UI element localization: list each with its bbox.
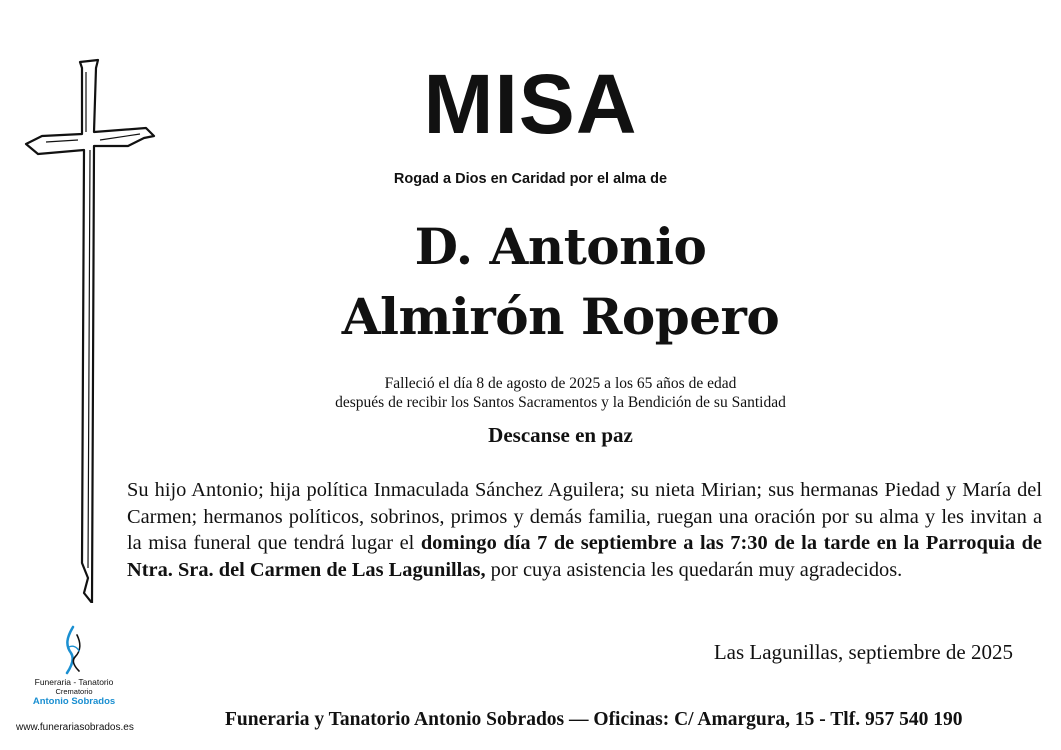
logo-line1: Funeraria - Tanatorio (34, 677, 114, 687)
death-info-line1: Falleció el día 8 de agosto de 2025 a los 65 años de edad (384, 375, 737, 392)
place-date: Las Lagunillas, septiembre de 2025 (713, 640, 1013, 664)
deceased-name-line1: D. Antonio (414, 217, 707, 276)
intro-text: Rogad a Dios en Caridad por el alma de (393, 171, 668, 187)
deceased-name-line2: Almirón Ropero (341, 287, 780, 346)
notice-title: MISA (423, 57, 638, 151)
funeral-home-logo (14, 625, 134, 707)
message-mass-details: domingo día 7 de septiembre a las 7:30 de la tarde en la Parroquia de Ntra. Sra. del Carmen de Las Lagunillas, (127, 532, 1042, 581)
footer-contact: Funeraria y Tanatorio Antonio Sobrados — Oficinas: C/ Amargura, 15 - Tlf. 957 540 190 (225, 709, 963, 730)
logo-line3: Antonio Sobrados (32, 696, 116, 707)
message-part2: por cuya asistencia les quedarán muy agradecidos. (485, 558, 903, 581)
website-link[interactable]: www.funerariasobrados.es (16, 722, 134, 733)
logo-line2: Crematorio (55, 687, 93, 696)
rest-in-peace: Descanse en paz (488, 423, 633, 447)
dove-flame-logo-icon (59, 625, 89, 675)
death-info-line2: después de recibir los Santos Sacramentos y la Bendición de su Santidad (335, 394, 786, 411)
message-part1: Su hijo Antonio; hija política Inmaculada Sánchez Aguilera; su nieta Mirian; sus hermanas Piedad y María del Carmen; hermanos políticos, sobrinos, primos y demás familia, ruegan una oración por su alma y les invitan a la misa funeral que tendrá lugar el (127, 479, 1042, 554)
family-message (127, 477, 1042, 583)
